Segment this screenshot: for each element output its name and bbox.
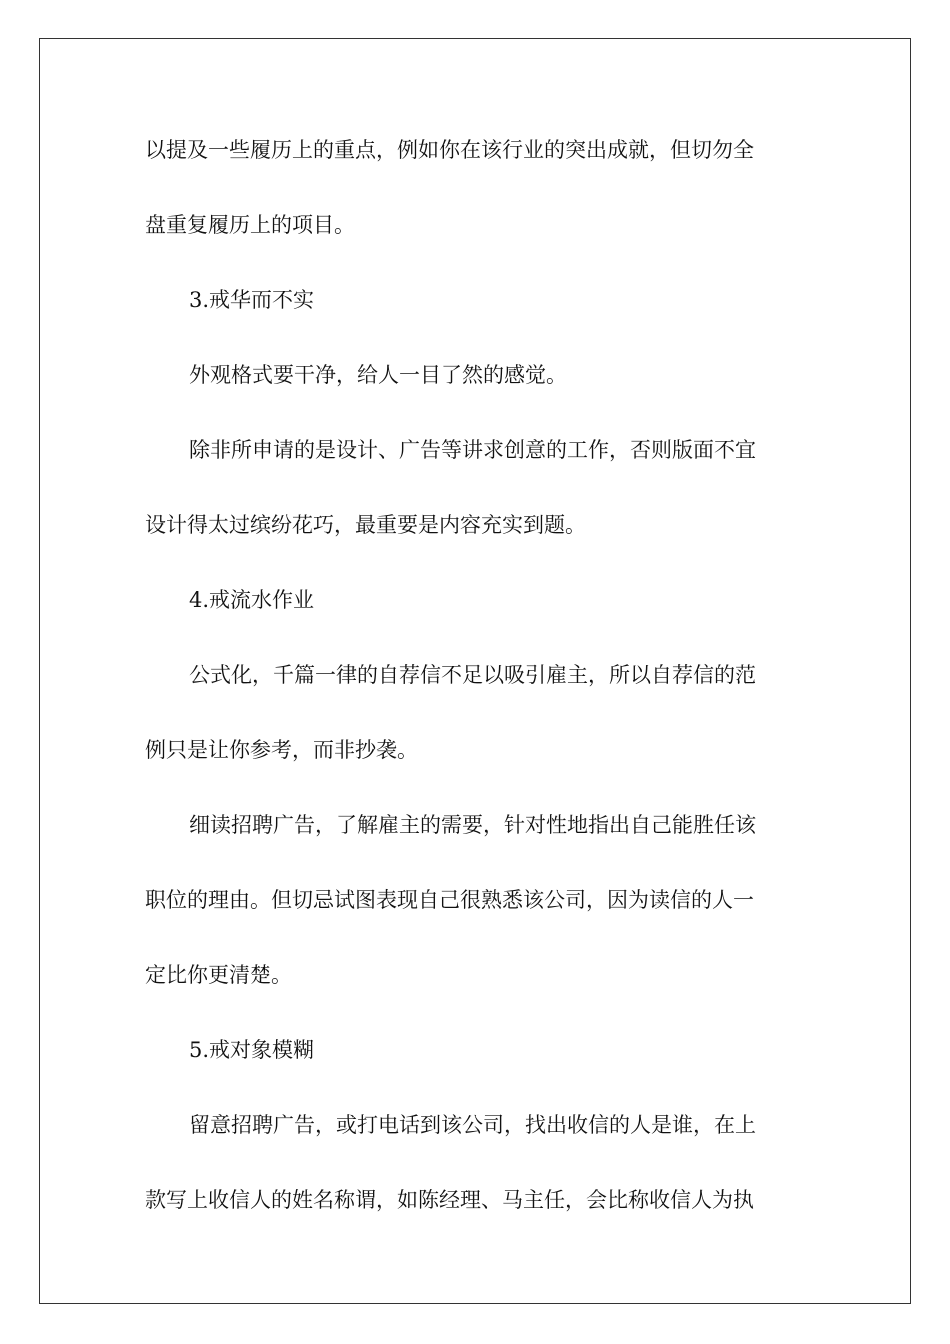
section-heading: 3.戒华而不实 xyxy=(189,288,315,312)
text-line: 款写上收信人的姓名称谓，如陈经理、马主任，会比称收信人为执 xyxy=(145,1188,754,1212)
text-line: 盘重复履历上的项目。 xyxy=(145,213,355,237)
text-line: 定比你更清楚。 xyxy=(145,963,292,987)
text-line: 以提及一些履历上的重点，例如你在该行业的突出成就，但切勿全 xyxy=(145,138,754,162)
text-line: 职位的理由。但切忌试图表现自己很熟悉该公司，因为读信的人一 xyxy=(145,888,754,912)
text-line: 留意招聘广告，或打电话到该公司，找出收信的人是谁，在上 xyxy=(189,1113,756,1137)
text-line: 细读招聘广告，了解雇主的需要，针对性地指出自己能胜任该 xyxy=(189,813,756,837)
text-line: 公式化，千篇一律的自荐信不足以吸引雇主，所以自荐信的范 xyxy=(189,663,756,687)
text-line: 外观格式要干净，给人一目了然的感觉。 xyxy=(189,363,567,387)
section-heading: 4.戒流水作业 xyxy=(189,588,315,612)
text-line: 除非所申请的是设计、广告等讲求创意的工作，否则版面不宜 xyxy=(189,438,756,462)
section-heading: 5.戒对象模糊 xyxy=(189,1038,315,1062)
text-line: 例只是让你参考，而非抄袭。 xyxy=(145,738,418,762)
text-line: 设计得太过缤纷花巧，最重要是内容充实到题。 xyxy=(145,513,586,537)
